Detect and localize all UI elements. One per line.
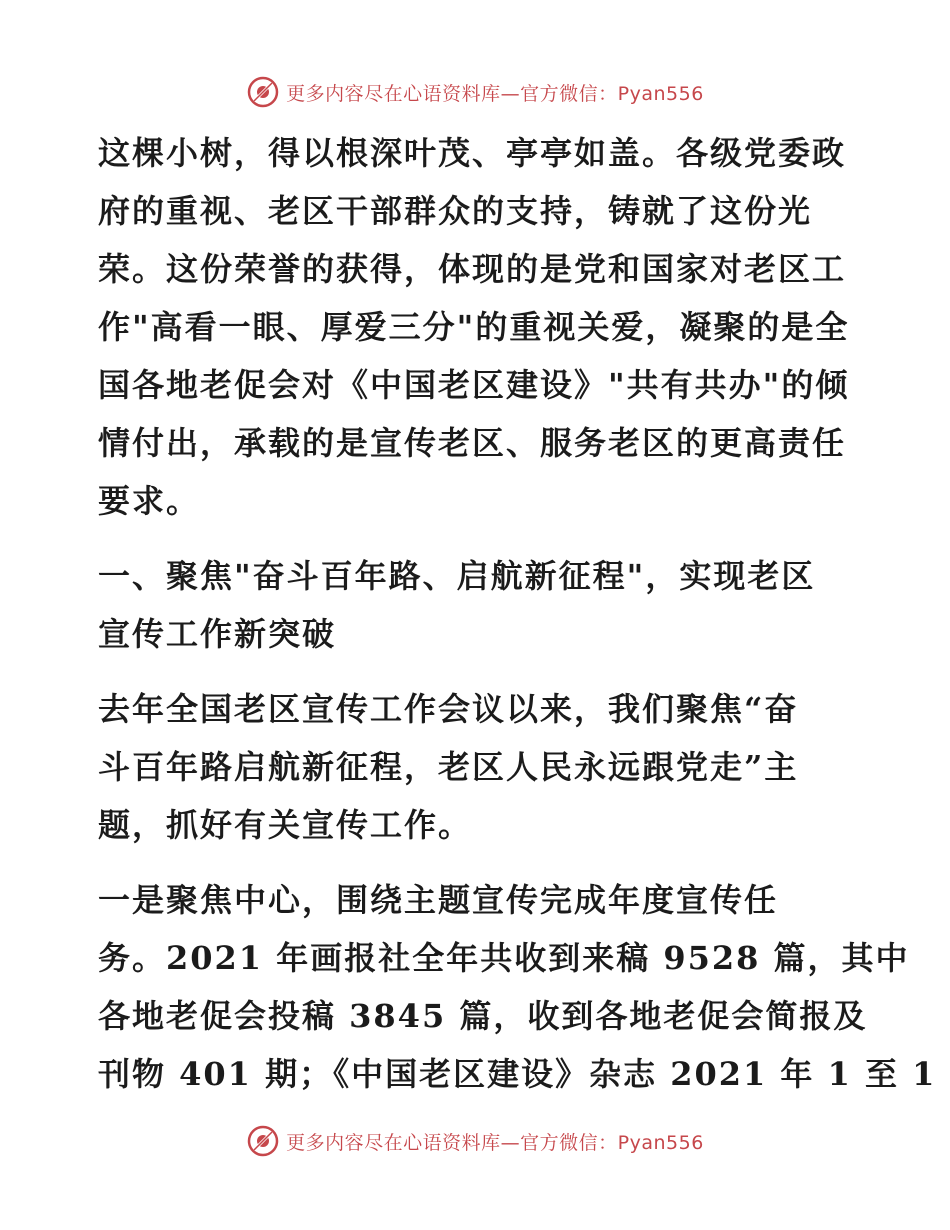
text-line: 务。2021 年画报社全年共收到来稿 9528 篇，其中 bbox=[98, 939, 910, 977]
text-line: 要求。 bbox=[98, 482, 201, 520]
document-body bbox=[98, 124, 937, 1103]
paragraph bbox=[98, 680, 858, 854]
text-line: 情付出，承载的是宣传老区、服务老区的更高责任 bbox=[98, 424, 847, 462]
text-line: 国各地老促会对《中国老区建设》"共有共办"的倾 bbox=[98, 366, 850, 404]
heading-line: 宣传工作新突破 bbox=[98, 615, 337, 653]
footer-watermark bbox=[0, 1121, 950, 1161]
watermark-text: 更多内容尽在心语资料库—官方微信：Pyan556 bbox=[286, 1131, 704, 1154]
text-line: 刊物 401 期；《中国老区建设》杂志 2021 年 1 至 1 bbox=[98, 1055, 937, 1093]
text-line: 斗百年路启航新征程，老区人民永远跟党走”主 bbox=[98, 748, 799, 786]
text-line: 去年全国老区宣传工作会议以来，我们聚焦“奋 bbox=[98, 690, 799, 728]
text-line: 作"高看一眼、厚爱三分"的重视关爱，凝聚的是全 bbox=[98, 308, 850, 346]
section-heading bbox=[98, 547, 858, 663]
paragraph bbox=[98, 871, 937, 1103]
text-line: 题，抓好有关宣传工作。 bbox=[98, 806, 473, 844]
heading-line: 一、聚焦"奋斗百年路、启航新征程"，实现老区 bbox=[98, 557, 816, 595]
text-line: 各地老促会投稿 3845 篇，收到各地老促会简报及 bbox=[98, 997, 868, 1035]
text-line: 一是聚焦中心，围绕主题宣传完成年度宣传任 bbox=[98, 881, 779, 919]
watermark-text: 更多内容尽在心语资料库—官方微信：Pyan556 bbox=[286, 82, 704, 105]
watermark-logo-icon bbox=[246, 75, 280, 109]
text-line: 府的重视、老区干部群众的支持，铸就了这份光 bbox=[98, 192, 813, 230]
header-watermark bbox=[0, 72, 950, 112]
watermark-logo-icon bbox=[246, 1124, 280, 1158]
paragraph bbox=[98, 124, 858, 530]
text-line: 这棵小树，得以根深叶茂、亭亭如盖。各级党委政 bbox=[98, 134, 847, 172]
text-line: 荣。这份荣誉的获得，体现的是党和国家对老区工 bbox=[98, 250, 847, 288]
